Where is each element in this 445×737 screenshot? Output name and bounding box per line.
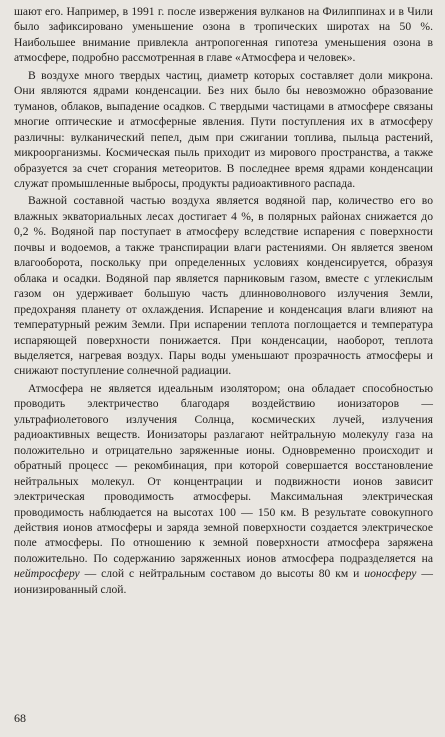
paragraph-water-vapor: Важной составной частью воздуха является водяной пар, количество его во влажных экваториальных лесах достигает 4 %, в полярных районах снижается до 0,2 %. Водяной пар поступает в атмосферу вследствие испарения с поверхности почвы и водоемов, а также транспирации влаги растениями. Он является звеном влагооборота, поскольку при определенных условиях конденсируется, образуя облака и осадки. Водяной пар является парниковым газом, вместе с углекислым газом он удерживает большую часть длинноволнового излучения Земли, предохраняя планету от охлаждения. Испарение и конденсация влаги влияют на температурный режим Земли. При испарении теплота поглощается и температура испаряющей поверхности понижается. При конденсации, наоборот, теплота выделяется, нагревая воздух. Пары воды уменьшают прозрачность атмосферы и снижают поступление солнечной радиации. bbox=[14, 194, 433, 378]
electricity-text-part-3: — ионизированный слой. bbox=[14, 567, 433, 596]
paragraph-ozone-continuation: шают его. Например, в 1991 г. после извержения вулканов на Филиппинах и в Чили было зафиксировано уменьшение озона в тропических широтах на 50 %. Наибольшее внимание привлекла антропогенная гипотеза уменьшения озона в атмосфере, подробно рассмотренная в главе «Атмосфера и человек». bbox=[14, 5, 433, 65]
page-number: 68 bbox=[14, 711, 26, 725]
paragraph-solid-particles: В воздухе много твердых частиц, диаметр которых составляет доли микрона. Они являются ядрами конденсации. Без них было бы невозможно образование туманов, облаков, выпадение осадков. С твердыми частицами в атмосфере связаны многие оптические и атмосферные явления. Пути поступления их в атмосферу различны: вулканический пепел, дым при сжигании топлива, пыльца растений, микроорганизмы. Космическая пыль приходит из мирового пространства, а также образуется за счет сгорания метеоритов. В последнее время ядрами конденсации служат промышленные выбросы, продукты радиоактивного распада. bbox=[14, 68, 433, 190]
term-ionosphere: ионосферу bbox=[364, 567, 417, 581]
electricity-text-part-2: — слой с нейтральным составом до высоты 80 км и bbox=[79, 567, 365, 581]
term-neutrosphere: нейтросферу bbox=[14, 567, 80, 581]
body-text bbox=[14, 4, 433, 597]
electricity-text-part-1: Атмосфера не является идеальным изолятором; она обладает способностью проводить электричество благодаря воздействию ионизаторов — ультрафиолетового излучения Солнца, космических лучей, излучения радиоактивных веществ. Ионизаторы разлагают нейтральную молекулу газа на положительно и отрицательно заряженные ионы. Одновременно происходит и обратный процесс — рекомбинация, при которой совершается восстановление нейтральных молекул. От концентрации и подвижности ионов зависит электрическая проводимость атмосферы. Максимальная электрическая проводимость наблюдается на высотах 100 — 150 км. В результате совокупного действия ионов атмосферы и заряда земной поверхности создается электрическое поле атмосферы. По отношению к земной поверхности атмосфера заряжена положительно. По содержанию заряженных ионов атмосфера подразделяется на bbox=[14, 381, 433, 565]
paragraph-atmospheric-electricity bbox=[14, 381, 433, 597]
